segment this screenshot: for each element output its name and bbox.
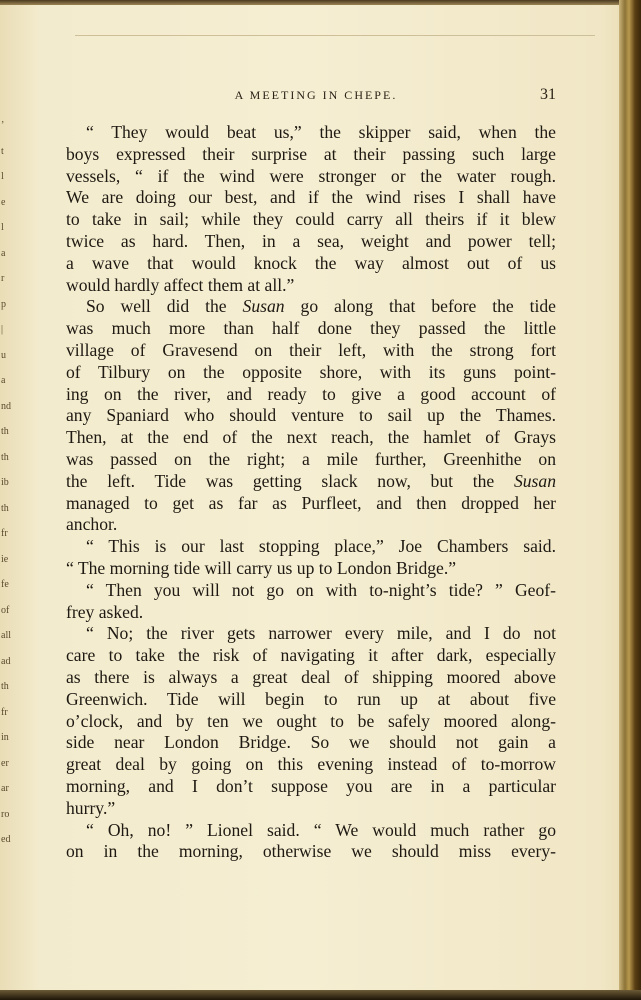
text-line: a wave that would knock the way almost out of us [66,252,556,273]
text-line: great deal by going on this evening instead of to-morrow [66,754,556,775]
gutter-fragment: er [1,758,9,769]
top-rule [75,35,595,36]
text-line: We are doing our best, and if the wind rises I shall have [66,187,556,208]
text-run: the left. Tide was getting slack now, but the [66,470,514,491]
ship-name: Susan [242,296,285,317]
text-line: twice as hard. Then, in a sea, weight and power tell; [66,230,556,251]
text-line: on in the morning, otherwise we should miss every- [66,841,556,862]
gutter-fragment: th [1,426,9,437]
gutter-fragment: th [1,503,9,514]
running-head [70,86,562,108]
gutter-fragment: e [1,197,6,208]
ship-name: Susan [513,470,556,491]
text-line: any Spaniard who should venture to sail up the Thames. [66,405,556,426]
text-line: side near London Bridge. So we should not gain a [66,732,556,753]
gutter-fragment: th [1,452,9,463]
text-line: was much more than half done they passed the little [66,318,556,339]
text-line: was passed on the right; a mile further, Greenhithe on [66,448,556,469]
gutter-fragment: p [1,299,6,310]
text-line: managed to get as far as Purfleet, and then dropped her [66,492,556,513]
book-spine-edge [619,0,641,1000]
text-line: “ The morning tide will carry us up to London Bridge.” [66,557,457,578]
gutter-fragment: ’ [1,120,5,131]
text-line [66,471,556,493]
text-line: “ Oh, no! ” Lionel said. “ We would much rather go [86,819,556,840]
text-line: of Tilbury on the opposite shore, with its guns point- [66,361,556,382]
gutter-fragment: ro [1,809,10,820]
gutter-fragment: ie [1,554,9,565]
gutter-fragment: l [1,171,4,182]
running-title: A MEETING IN CHEPE. [234,88,398,102]
text-line: frey asked. [66,601,144,622]
text-line: Then, at the end of the next reach, the hamlet of Grays [66,427,556,448]
gutter-fragment: nd [1,401,11,412]
gutter-fragment: ad [1,656,11,667]
text-line: “ Then you will not go on with to-night’s tide? ” Geof- [86,579,556,600]
gutter-fragment: in [1,732,9,743]
text-line: hurry.” [66,797,116,818]
gutter-fragment: of [1,605,10,616]
text-line: “ This is our last stopping place,” Joe Chambers said. [86,536,556,557]
text-line: Greenwich. Tide will begin to run up at about five [66,688,556,709]
text-line: o’clock, and by ten we ought to be safely moored along- [66,710,556,731]
text-run: go along that before the tide [284,296,556,317]
gutter-fragment: th [1,681,9,692]
text-line: ing on the river, and ready to give a good account of [66,383,556,404]
gutter-fragment: fr [1,707,8,718]
facing-page-gutter [0,120,14,880]
gutter-fragment: fr [1,528,8,539]
text-line: anchor. [66,514,118,535]
gutter-fragment: ib [1,477,9,488]
gutter-fragment: l [1,222,4,233]
gutter-fragment: a [1,248,6,259]
gutter-fragment: | [1,324,4,335]
gutter-fragment: t [1,146,4,157]
page-number: 31 [540,86,556,103]
text-line: boys expressed their surprise at their passing such large [66,143,556,164]
text-line: village of Gravesend on their left, with the strong fort [66,339,556,360]
text-run: So well did the [86,296,243,317]
text-line: care to take the risk of navigating it after dark, especially [66,645,556,666]
gutter-fragment: a [1,375,6,386]
text-line: vessels, “ if the wind were stronger or the water rough. [66,165,556,186]
gutter-fragment: ed [1,834,11,845]
text-line: morning, and I don’t suppose you are in a particular [66,775,556,796]
text-line: would hardly affect them at all.” [66,274,295,295]
text-line: to take in sail; while they could carry all theirs if it blew [66,209,556,230]
text-line: “ No; the river gets narrower every mile, and I do not [86,623,556,644]
gutter-fragment: fe [1,579,9,590]
gutter-fragment: ar [1,783,9,794]
gutter-fragment: u [1,350,6,361]
text-line [66,296,556,318]
text-line: as there is always a great deal of shipping moored above [66,666,556,687]
body-text [66,122,556,863]
page-bottom-edge [0,990,641,1000]
text-line: “ They would beat us,” the skipper said, when the [86,122,556,142]
page-top-edge [0,0,641,5]
gutter-fragment: r [1,273,5,284]
gutter-fragment: all [1,630,11,641]
